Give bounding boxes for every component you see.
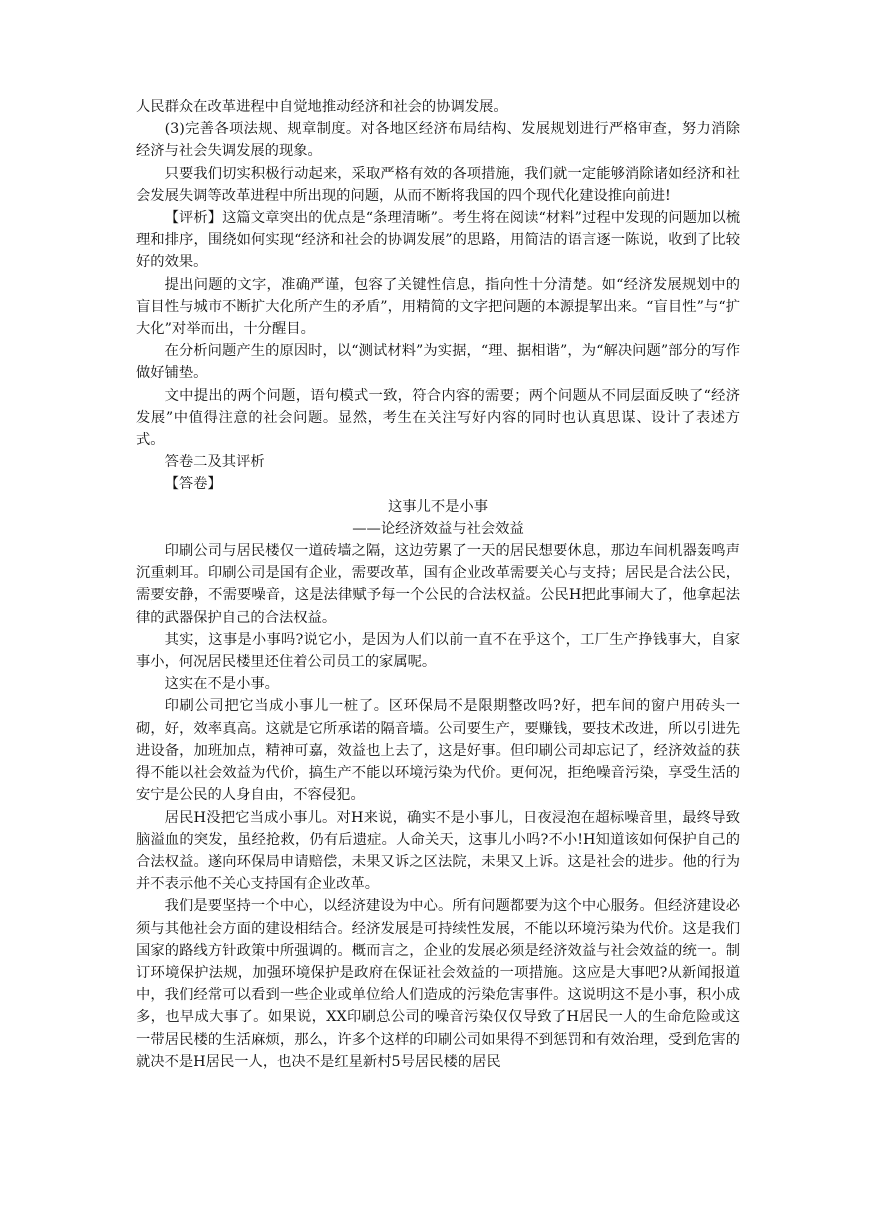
paragraphs-after	[136, 540, 740, 1073]
paragraph-commentary: 【评析】这篇文章突出的优点是“条理清晰”。考生将在阅读“材料”过程中发现的问题加以梳理和排序，围绕如何实现“经济和社会的协调发展”的思路，用简洁的语言逐一陈说，收到了比较好的效果。	[136, 210, 740, 271]
document-page	[136, 96, 740, 1073]
paragraph: 在分析问题产生的原因时，以“测试材料”为实据，“理、据相谐”，为“解决问题”部分的写作做好铺垫。	[136, 343, 740, 382]
answer-label: 【答卷】	[164, 476, 222, 493]
paragraph: 人民群众在改革进程中自觉地推动经济和社会的协调发展。	[136, 99, 508, 115]
paragraphs-before	[136, 96, 740, 496]
paragraph: (3)完善各项法规、规章制度。对各地区经济布局结构、发展规划进行严格审查，努力消除经济与社会失调发展的现象。	[136, 121, 740, 160]
paragraph: 只要我们切实积极行动起来，采取严格有效的各项措施，我们就一定能够消除诸如经济和社会发展失调等改革进程中所出现的问题，从而不断将我国的四个现代化建设推向前进!	[136, 165, 740, 204]
essay-title: 这事儿不是小事	[387, 498, 489, 515]
essay-subtitle: ——论经济效益与社会效益	[352, 520, 524, 537]
paragraph: 我们是要坚持一个中心，以经济建设为中心。所有问题都要为这个中心服务。但经济建设必须与其他社会方面的建设相结合。经济发展是可持续性发展，不能以环境污染为代价。这是我们国家的路线方针政策中所强调的。概而言之，企业的发展必须是经济效益与社会效益的统一。制订环境保护法规，加强环境保护是政府在保证社会效益的一项措施。这应是大事吧?从新闻报道中，我们经常可以看到一些企业或单位给人们造成的污染危害事件。这说明这不是小事，积小成多，也早成大事了。如果说，XX印刷总公司的噪音污染仅仅导致了H居民一人的生命危险或这一带居民楼的生活麻烦，那么，许多个这样的印刷公司如果得不到惩罚和有效治理，受到危害的就决不是H居民一人，也决不是红星新村5号居民楼的居民	[136, 898, 740, 1070]
paragraph: 其实，这事是小事吗?说它小，是因为人们以前一直不在乎这个，工厂生产挣钱事大，自家事小，何况居民楼里还住着公司员工的家属呢。	[136, 631, 740, 671]
section-heading: 答卷二及其评析	[164, 454, 265, 471]
paragraph: 文中提出的两个问题，语句模式一致，符合内容的需要；两个问题从不同层面反映了“经济发展”中值得注意的社会问题。显然，考生在关注写好内容的同时也认真思谋、设计了表述方式。	[136, 387, 740, 449]
paragraph: 居民H没把它当成小事儿。对H来说，确实不是小事儿，日夜浸泡在超标噪音里，最终导致脑溢血的突发，虽经抢救，仍有后遗症。人命关天，这事儿小吗?不小!H知道该如何保护自己的合法权益。遂向环保局申请赔偿，未果又诉之区法院，未果又上诉。这是社会的进步。他的行为并不表示他不关心支持国有企业改革。	[136, 809, 740, 893]
essay-title-block	[136, 496, 740, 540]
paragraph: 印刷公司与居民楼仅一道砖墙之隔，这边劳累了一天的居民想要休息，那边车间机器轰鸣声沉重刺耳。印刷公司是国有企业，需要改革，国有企业改革需要关心与支持；居民是合法公民，需要安静，不需要噪音，这是法律赋予每一个公民的合法权益。公民H把此事闹大了，他拿起法律的武器保护自己的合法权益。	[136, 543, 740, 626]
paragraph: 印刷公司把它当成小事儿一桩了。区环保局不是限期整改吗?好，把车间的窗户用砖头一砌，好，效率真高。这就是它所承诺的隔音墙。公司要生产，要赚钱，要技术改进，所以引进先进设备，加班加点，精神可嘉，效益也上去了，这是好事。但印刷公司却忘记了，经济效益的获得不能以社会效益为代价，搞生产不能以环境污染为代价。更何况，拒绝噪音污染，享受生活的安宁是公民的人身自由，不容侵犯。	[136, 698, 740, 804]
paragraph: 这实在不是小事。	[164, 676, 279, 693]
paragraph: 提出问题的文字，准确严谨，包容了关键性信息，指向性十分清楚。如“经济发展规划中的盲目性与城市不断扩大化所产生的矛盾”，用精简的文字把问题的本源提挈出来。“盲目性”与“扩大化”对举而出，十分醒目。	[136, 276, 740, 338]
